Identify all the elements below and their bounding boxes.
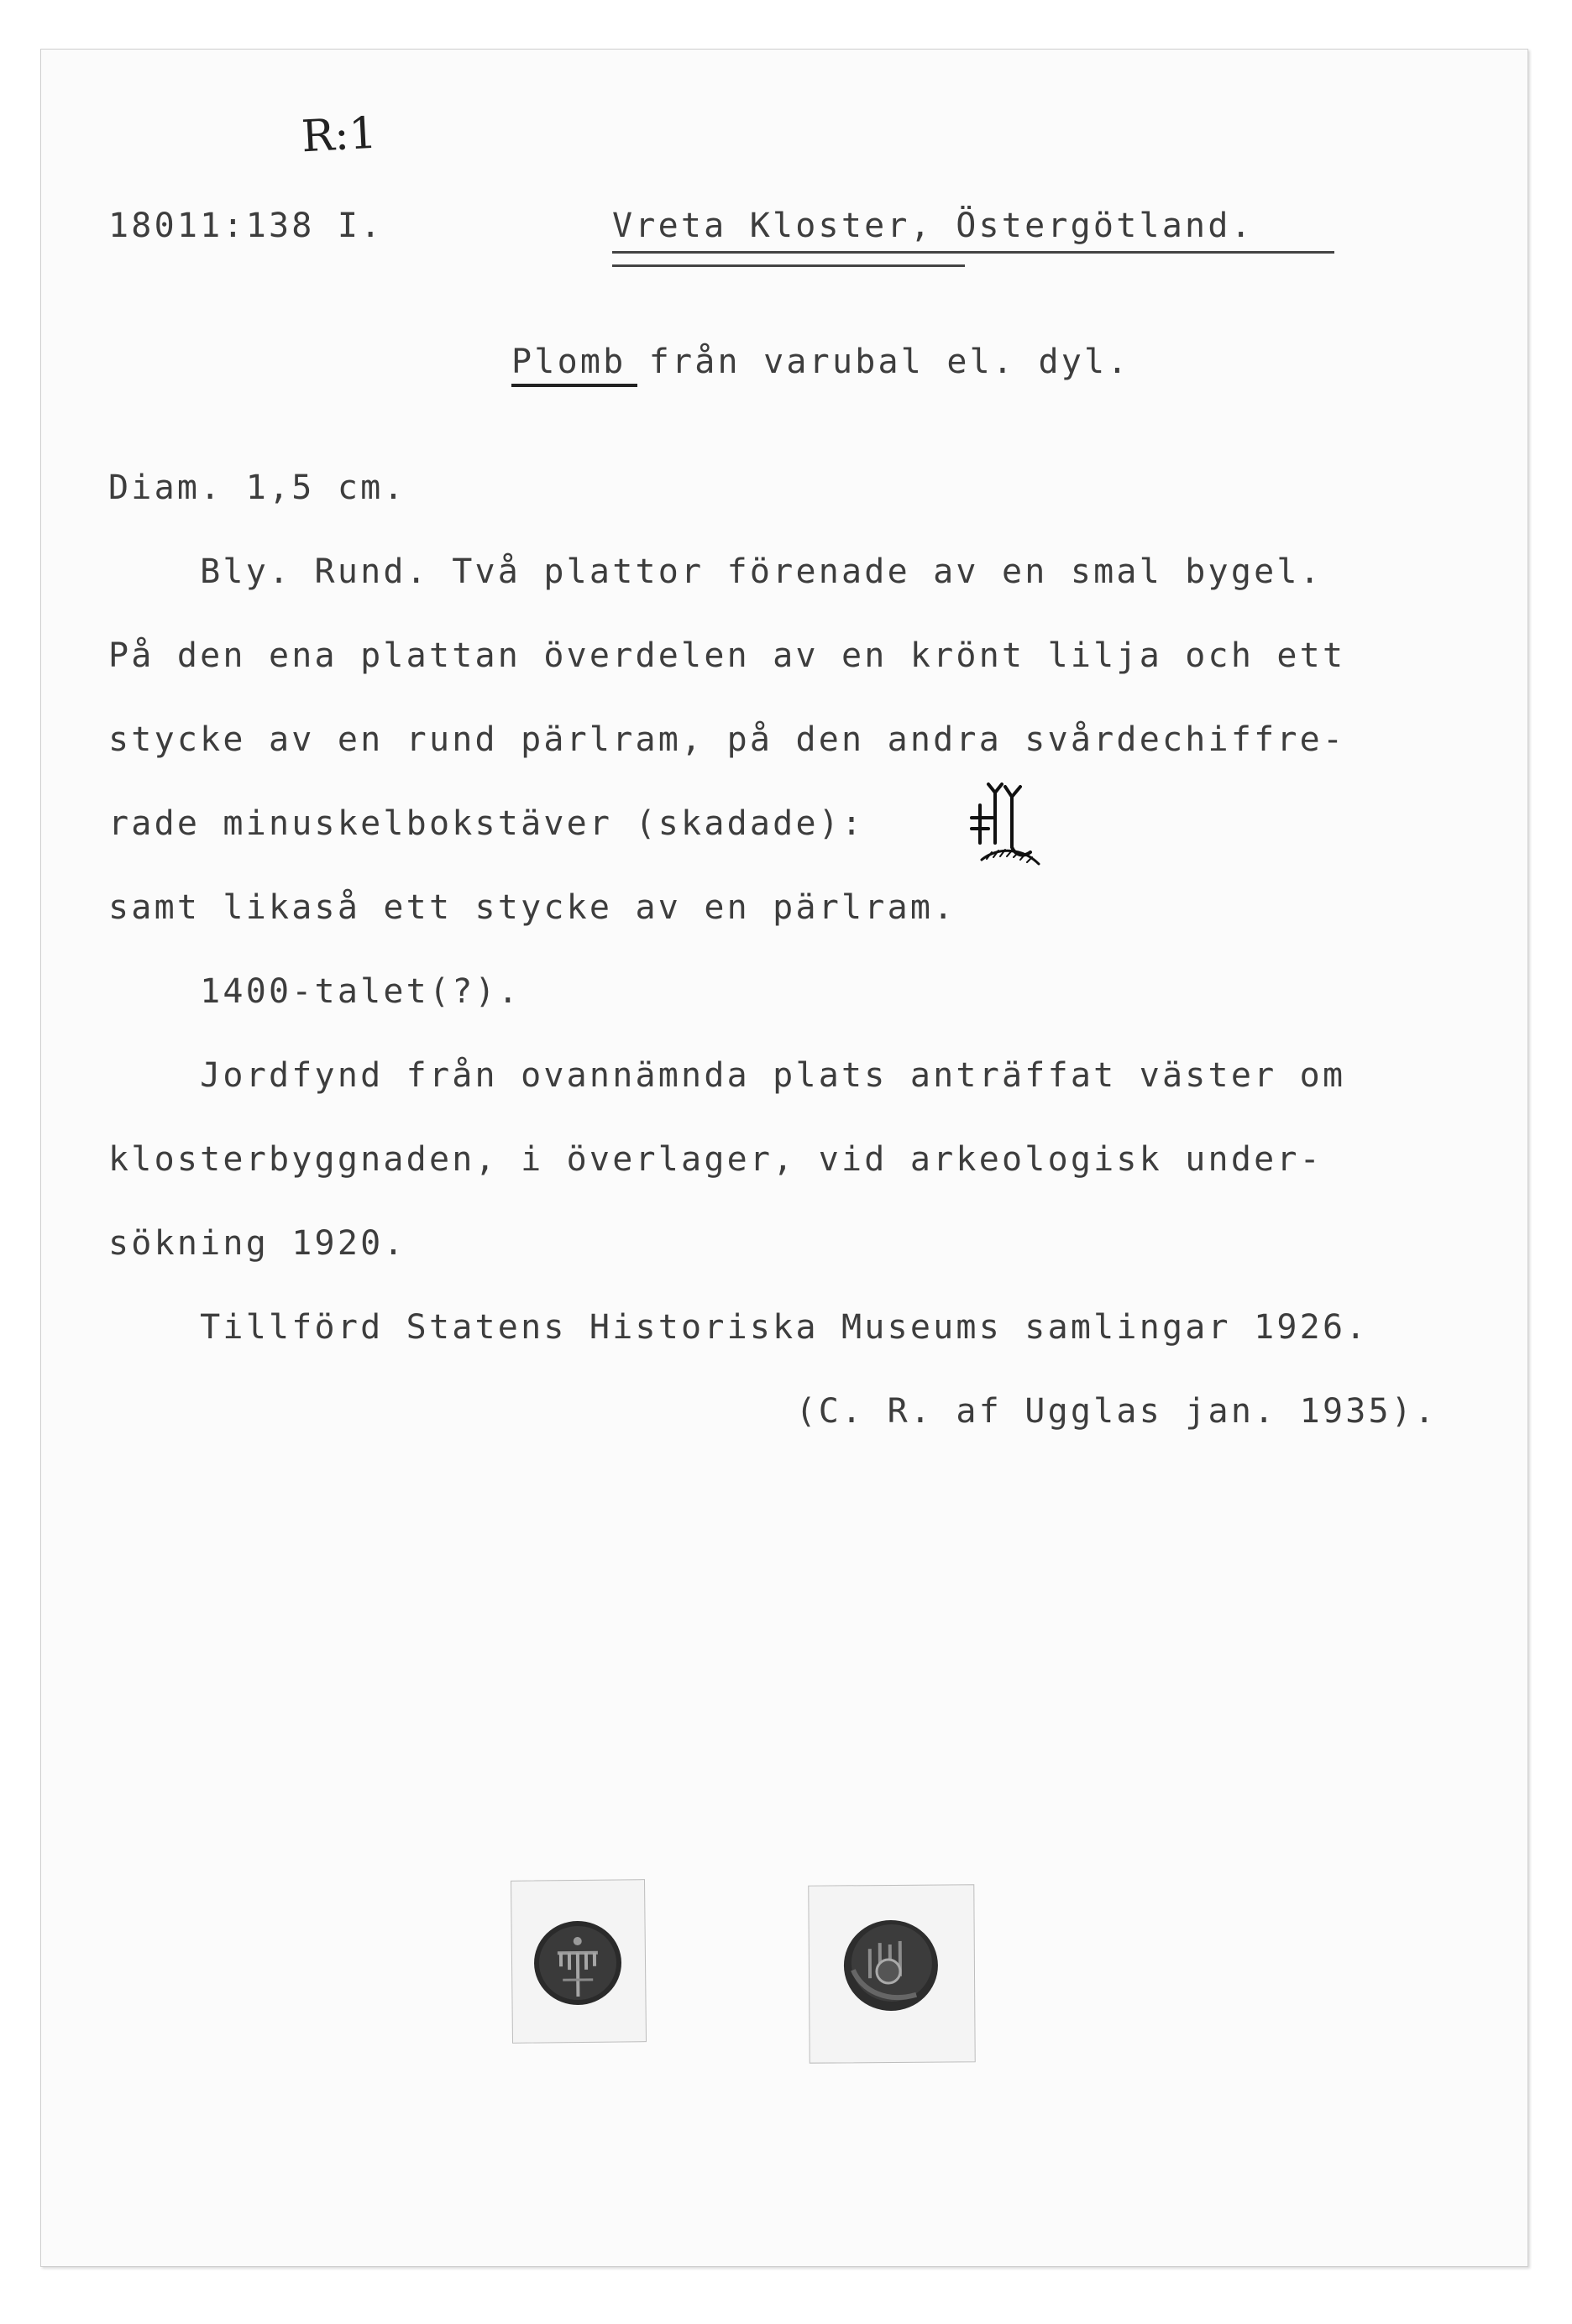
text-line: Diam. 1,5 cm.	[108, 468, 406, 507]
lily-seal-icon	[527, 1912, 628, 2013]
text-line: (C. R. af Ugglas jan. 1935).	[108, 1392, 1438, 1431]
letter-seal-icon	[836, 1911, 946, 2021]
object-underline	[511, 384, 637, 387]
text-line: samt likaså ett stycke av en pärlram.	[108, 888, 956, 927]
text-line: Bly. Rund. Två plattor förenade av en smal bygel.	[108, 552, 1323, 591]
text-line: 1400-talet(?).	[108, 972, 521, 1011]
object-underlined-word: Plomb	[511, 343, 626, 381]
text-line: klosterbyggnaden, i överlager, vid arkeologisk under-	[108, 1140, 1323, 1179]
text-line: Jordfynd från ovannämnda plats anträffat väster om	[108, 1056, 1346, 1095]
object-line-rest: från varubal el. dyl.	[626, 343, 1130, 381]
text-line: Tillförd Statens Historiska Museums samlingar 1926.	[108, 1308, 1369, 1347]
coin-photo-reverse	[808, 1884, 975, 2063]
location-title: Vreta Kloster, Östergötland.	[612, 207, 1254, 245]
coin-photo-obverse	[511, 1879, 647, 2044]
object-line	[511, 345, 1130, 379]
text-line: stycke av en rund pärlram, på den andra svårdechiffre-	[108, 720, 1346, 759]
title-underline	[612, 251, 1334, 254]
text-line: rade minuskelbokstäver (skadade):	[108, 804, 865, 843]
text-line: sökning 1920.	[108, 1224, 406, 1263]
handwritten-mark: R:1	[300, 107, 379, 163]
text-line: På den ena plattan överdelen av en krönt lilja och ett	[108, 636, 1346, 675]
catalog-card	[40, 49, 1528, 2267]
catalog-number: 18011:138 I.	[108, 207, 384, 245]
minuscule-letters-sketch-icon	[963, 780, 1056, 881]
title-underline-short	[612, 264, 965, 267]
